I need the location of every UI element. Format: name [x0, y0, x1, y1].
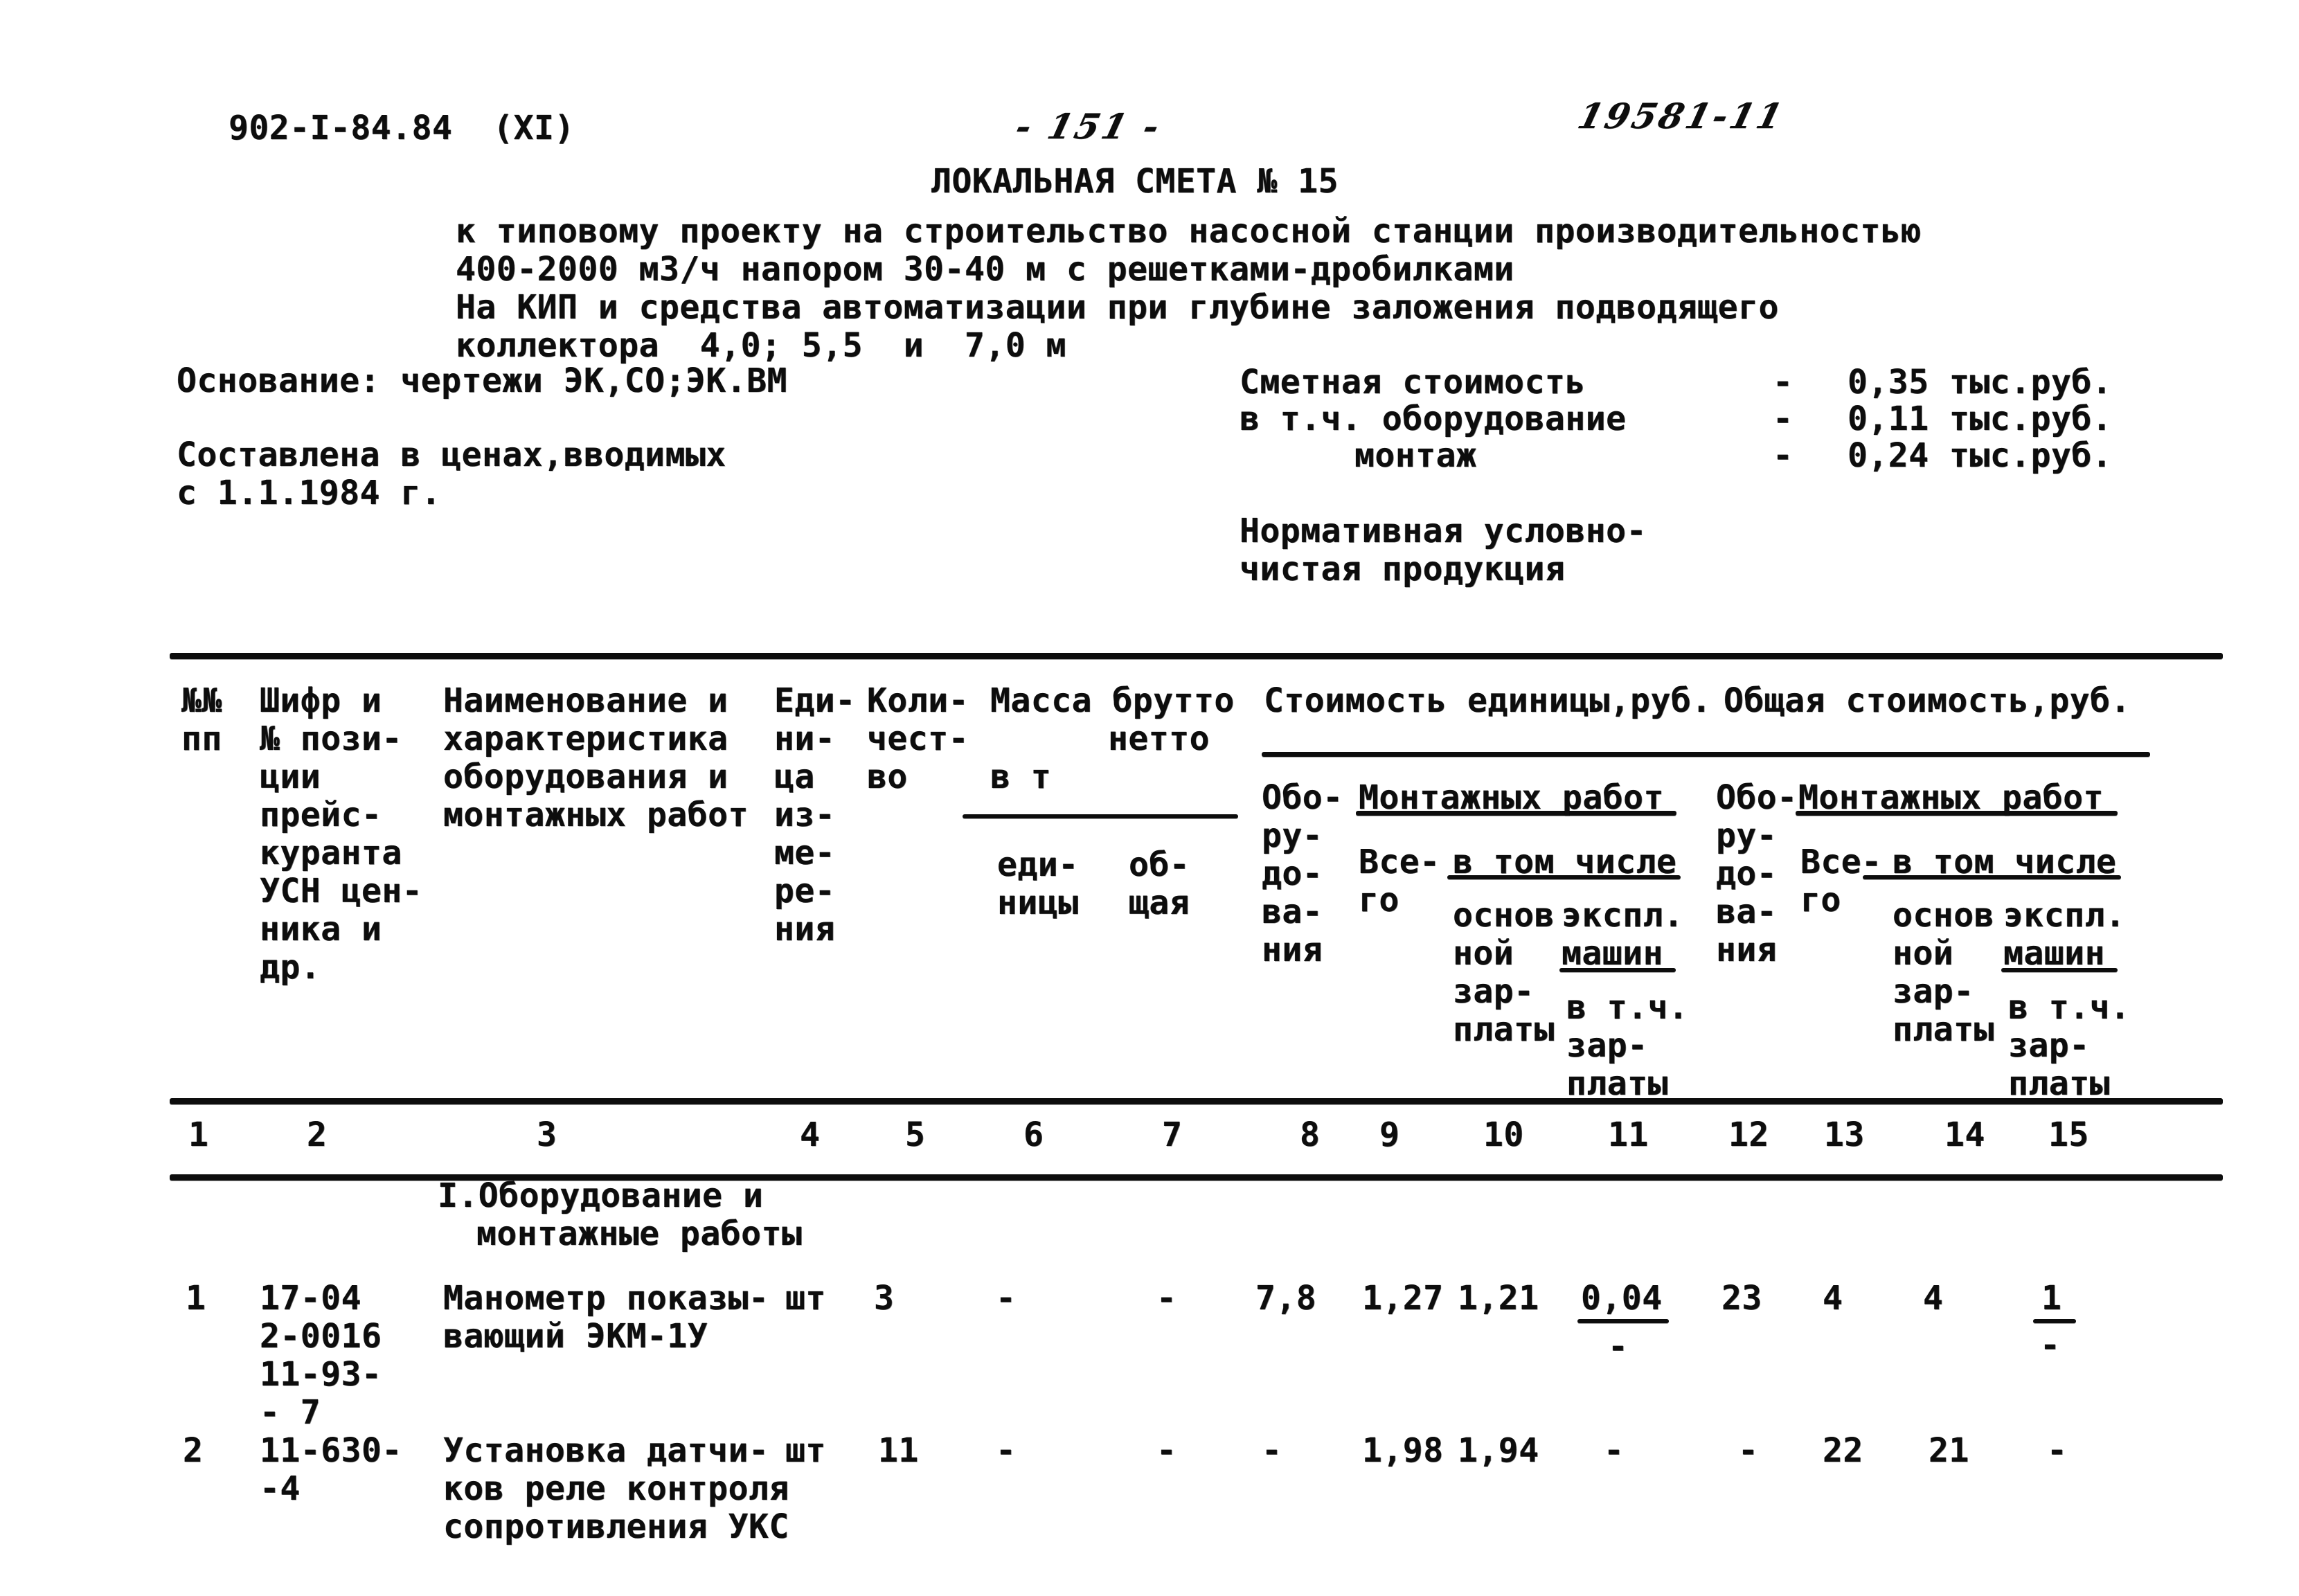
- row1-tot-expl-sub: -: [2040, 1326, 2061, 1365]
- cost-groups-rule: [1262, 752, 2150, 757]
- header-mass-vt: в т: [990, 757, 1052, 796]
- cost-label-total: Сметная стоимость: [1240, 363, 1586, 402]
- row2-unit-vsego: 1,98: [1362, 1431, 1444, 1470]
- normative-production: Нормативная условно- чистая продукция: [1240, 512, 1647, 589]
- row1-tot-equip: 23: [1721, 1279, 1762, 1318]
- row1-unit-expl-sub: -: [1608, 1327, 1629, 1366]
- subtitle-paragraph: к типовому проекту на строительство насосной станции производительностью 400-2000 м3/ч напором 30-40 м с решетками-дробилками На КИП и средства автоматизации при глубине заложения подводящего коллектора 4,0; 5,5 и 7,0 м: [456, 212, 1922, 365]
- mass-subhead-rule: [963, 814, 1238, 818]
- colnum-8: 8: [1300, 1115, 1321, 1154]
- header-col4-unit: Еди- ни- ца из- ме- ре- ния: [774, 681, 856, 949]
- row1-tot-expl: 1: [2041, 1279, 2062, 1318]
- cost-value-montage: 0,24 тыс.руб.: [1848, 436, 2113, 475]
- row1-unit: шт: [785, 1279, 826, 1318]
- row1-qty: 3: [874, 1279, 895, 1318]
- colnum-9: 9: [1379, 1115, 1400, 1154]
- colnum-5: 5: [905, 1115, 926, 1154]
- header-including-right: в том числе: [1893, 843, 2117, 881]
- colnum-14: 14: [1944, 1115, 1985, 1154]
- row2-unit: шт: [785, 1431, 826, 1470]
- header-montage-left: Монтажных работ: [1359, 778, 1664, 817]
- basis-line: Основание: чертежи ЭК,СО;ЭК.ВМ: [177, 361, 787, 400]
- header-mass-netto: нетто: [1108, 719, 1210, 758]
- row2-unit-expl: -: [1604, 1431, 1625, 1470]
- row1-mass-unit: -: [996, 1279, 1017, 1318]
- section-title-line2: монтажные работы: [476, 1214, 803, 1253]
- colnum-4: 4: [800, 1115, 821, 1154]
- cost-label-montage: монтаж: [1354, 436, 1477, 475]
- header-col14-osn: основ ной зар- платы: [1893, 896, 1994, 1049]
- row1-code: 17-04 2-0016 11-93- - 7: [260, 1279, 382, 1432]
- header-col11-expl: экспл. машин: [1562, 896, 1684, 973]
- row1-tot-osn: 4: [1923, 1279, 1944, 1318]
- header-total-cost-group: Общая стоимость,руб.: [1724, 681, 2131, 720]
- row1-num: 1: [186, 1279, 206, 1318]
- header-unit-cost-group: Стоимость единицы,руб.: [1264, 681, 1712, 720]
- row2-name: Установка датчи- ков реле контроля сопротивления УКС: [443, 1431, 789, 1546]
- row2-unit-equip: -: [1262, 1431, 1282, 1470]
- row2-tot-equip: -: [1738, 1431, 1759, 1470]
- handwritten-code: 19581-11: [1573, 96, 1789, 136]
- colnum-3: 3: [537, 1115, 557, 1154]
- cost-dash-equipment: -: [1773, 400, 1793, 438]
- row1-mass-total: -: [1156, 1279, 1177, 1318]
- header-col8-equipment: Обо- ру- до- ва- ния: [1262, 778, 1343, 969]
- header-col12-equipment: Обо- ру- до- ва- ния: [1716, 778, 1798, 969]
- cost-value-equipment: 0,11 тыс.руб.: [1848, 400, 2113, 438]
- row1-unit-expl: 0,04: [1581, 1279, 1663, 1318]
- colnum-15: 15: [2048, 1115, 2089, 1154]
- cost-value-total: 0,35 тыс.руб.: [1848, 363, 2113, 402]
- row2-num: 2: [183, 1431, 204, 1470]
- colnum-6: 6: [1023, 1115, 1044, 1154]
- colnum-1: 1: [188, 1115, 209, 1154]
- row2-tot-vsego: 22: [1823, 1431, 1863, 1470]
- row1-name: Манометр показы- вающий ЭКМ-1У: [443, 1279, 769, 1356]
- row1-tot-expl-underline: [2033, 1319, 2076, 1323]
- header-col2-cipher: Шифр и № пози- ции прейс- куранта УСН цен- ника и др.: [260, 681, 423, 987]
- compiled-in-prices: Составлена в ценах,вводимых с 1.1.1984 г.: [177, 436, 726, 512]
- header-col1-number: №№ пп: [181, 681, 222, 758]
- header-mass-title: Масса брутто: [990, 681, 1235, 720]
- cost-dash-total: -: [1773, 363, 1793, 402]
- colnum-12: 12: [1728, 1115, 1769, 1154]
- row2-mass-unit: -: [996, 1431, 1017, 1470]
- colnum-10: 10: [1483, 1115, 1524, 1154]
- header-col13-vsego: Все- го: [1800, 843, 1882, 920]
- cost-label-equipment: в т.ч. оборудование: [1240, 400, 1627, 438]
- row2-qty: 11: [878, 1431, 919, 1470]
- colnum-2: 2: [307, 1115, 328, 1154]
- header-col3-name: Наименование и характеристика оборудования и монтажных работ: [443, 681, 749, 834]
- section-title-line1: I.Оборудование и: [438, 1176, 764, 1215]
- row2-mass-total: -: [1156, 1431, 1177, 1470]
- doc-number: 902-I-84.84 (ХI): [229, 109, 575, 147]
- row1-unit-expl-underline: [1577, 1319, 1669, 1323]
- header-montage-right: Монтажных работ: [1798, 778, 2104, 817]
- row1-unit-equip: 7,8: [1255, 1279, 1317, 1318]
- header-mass-total: об- щая: [1129, 845, 1190, 922]
- header-col9-vsego: Все- го: [1359, 843, 1440, 920]
- header-col15-expl: экспл. машин: [2003, 896, 2126, 973]
- cost-dash-montage: -: [1773, 436, 1793, 475]
- header-col11-expl-sub: в т.ч. зар- платы: [1566, 988, 1689, 1103]
- header-bottom-rule: [170, 1098, 2223, 1104]
- header-including-left: в том числе: [1453, 843, 1677, 881]
- row2-tot-expl: -: [2047, 1431, 2068, 1470]
- row2-unit-osn: 1,94: [1458, 1431, 1539, 1470]
- row1-tot-vsego: 4: [1823, 1279, 1843, 1318]
- page-title: ЛОКАЛЬНАЯ СМЕТА № 15: [931, 162, 1339, 201]
- header-mass-unit: еди- ницы: [997, 845, 1079, 922]
- row2-code: 11-630- -4: [260, 1431, 402, 1508]
- colnum-13: 13: [1824, 1115, 1865, 1154]
- colnum-11: 11: [1608, 1115, 1649, 1154]
- colnum-7: 7: [1162, 1115, 1183, 1154]
- row1-unit-vsego: 1,27: [1362, 1279, 1444, 1318]
- row1-unit-osn: 1,21: [1458, 1279, 1539, 1318]
- header-col5-qty: Коли- чест- во: [867, 681, 969, 796]
- row2-tot-osn: 21: [1929, 1431, 1969, 1470]
- header-col10-osn: основ ной зар- платы: [1453, 896, 1555, 1049]
- header-col15-expl-sub: в т.ч. зар- платы: [2008, 988, 2131, 1103]
- table-top-rule: [170, 653, 2223, 659]
- handwritten-page-number: - 151 -: [1011, 106, 1167, 147]
